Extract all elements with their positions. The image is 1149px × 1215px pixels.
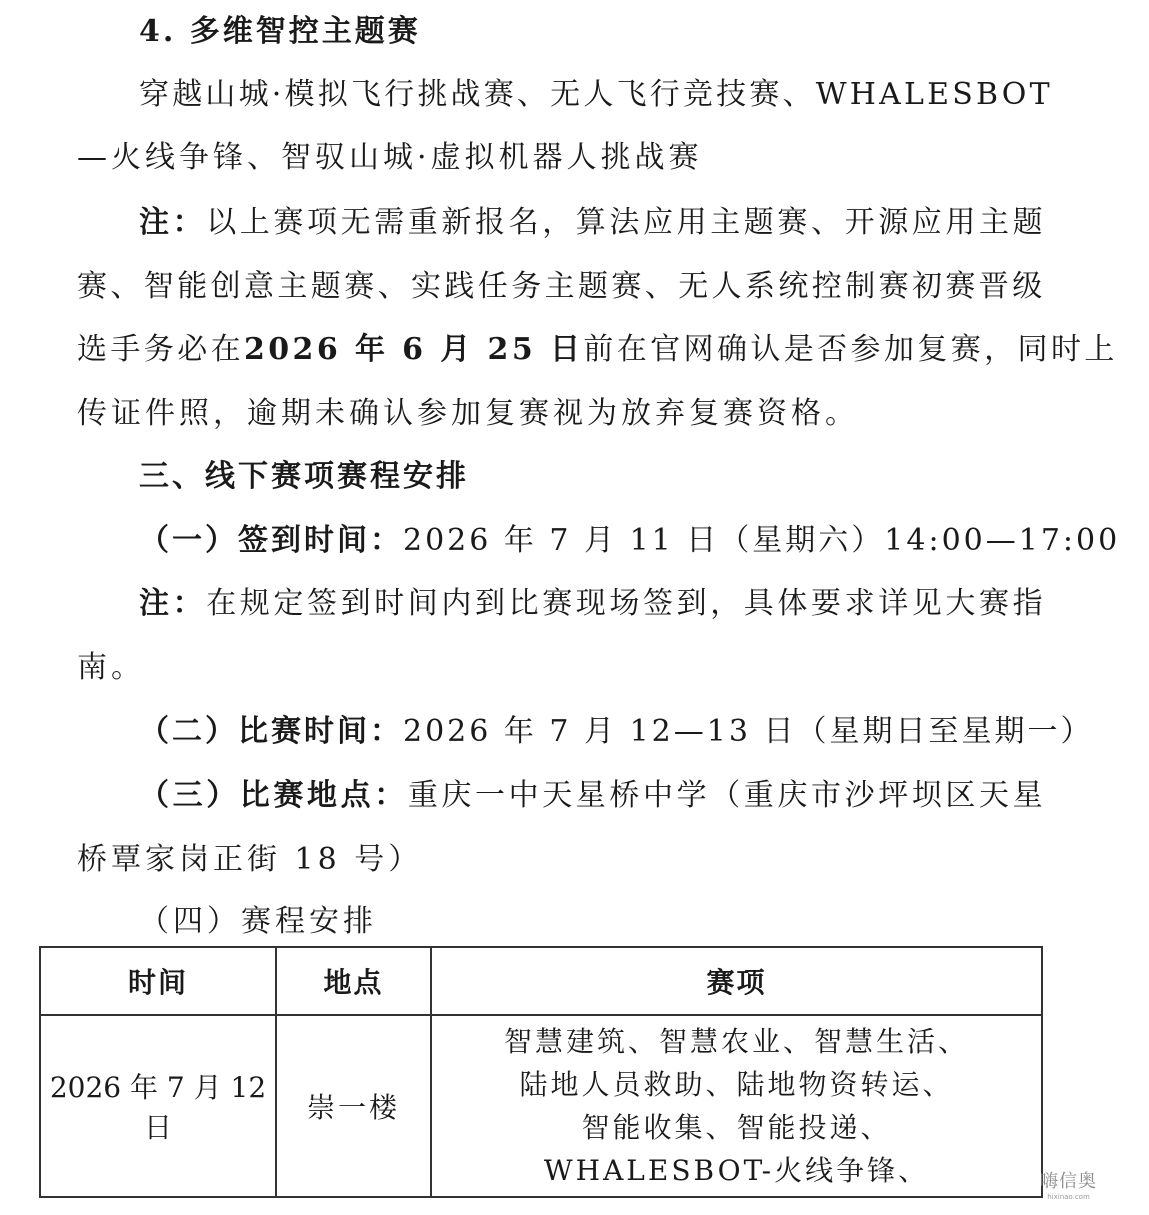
header-place: 地点 — [276, 947, 431, 1015]
note1-text3-post: 前在官网确认是否参加复赛，同时上 — [583, 332, 1118, 367]
watermark-logo — [1040, 1167, 1097, 1201]
event-line: WHALESBOT-火线争锋、 — [543, 1154, 930, 1187]
venue-value1: 重庆一中天星桥中学（重庆市沙坪坝区天星 — [407, 778, 1047, 813]
note-label: 注： — [139, 205, 207, 240]
note1-text3-pre: 选手务必在 — [77, 332, 244, 367]
table-row — [40, 1015, 1042, 1197]
match-time — [139, 714, 1093, 750]
venue-line1 — [139, 778, 1046, 814]
watermark-text: 嗨信奥 — [1040, 1171, 1097, 1192]
header-events: 赛项 — [431, 947, 1042, 1015]
watermark-url: hixinao.com — [1047, 1193, 1090, 1201]
deadline-date: 2026 年 6 月 25 日 — [244, 332, 584, 367]
event-line: 陆地人员救助、陆地物资转运、 — [519, 1068, 954, 1101]
row-date: 2026 年 7 月 12 日 — [40, 1015, 276, 1197]
note1-line3 — [77, 332, 1118, 368]
note2-label: 注： — [139, 586, 207, 621]
note1-line2: 赛、智能创意主题赛、实践任务主题赛、无人系统控制赛初赛晋级 — [77, 269, 1046, 304]
row-place: 崇一楼 — [276, 1015, 431, 1197]
match-time-label: （二）比赛时间： — [139, 714, 403, 749]
note2-line1 — [139, 586, 1046, 622]
venue-line2: 桥覃家岗正街 18 号） — [77, 842, 423, 877]
schedule-table — [39, 946, 1043, 1198]
header-time: 时间 — [40, 947, 276, 1015]
note2-text1: 在规定签到时间内到比赛现场签到，具体要求详见大赛指 — [206, 586, 1047, 621]
event-line: 智慧建筑、智慧农业、智慧生活、 — [503, 1025, 969, 1058]
section4-line2: —火线争锋、智驭山城·虚拟机器人挑战赛 — [77, 140, 703, 175]
checkin-time — [139, 523, 1120, 559]
schedule-label: （四）赛程安排 — [139, 904, 377, 939]
match-time-value: 2026 年 7 月 12—13 日（星期日至星期一） — [403, 714, 1094, 749]
note2-line2: 南。 — [77, 650, 145, 685]
section3-heading: 三、线下赛项赛程安排 — [139, 459, 469, 494]
row-events — [431, 1015, 1042, 1197]
checkin-value: 2026 年 7 月 11 日（星期六）14:00—17:00 — [403, 523, 1121, 558]
note1-line1 — [139, 205, 1046, 241]
section4-heading: 4. 多维智控主题赛 — [139, 14, 421, 49]
note1-line4: 传证件照，逾期未确认参加复赛视为放弃复赛资格。 — [77, 396, 859, 431]
event-line: 智能收集、智能投递、 — [581, 1111, 892, 1144]
checkin-label: （一）签到时间： — [139, 523, 403, 558]
venue-label: （三）比赛地点： — [139, 778, 408, 813]
table-header-row — [40, 947, 1042, 1015]
note1-text1: 以上赛项无需重新报名，算法应用主题赛、开源应用主题 — [206, 205, 1047, 240]
section4-line1: 穿越山城·模拟飞行挑战赛、无人飞行竞技赛、WHALESBOT — [139, 77, 1053, 112]
